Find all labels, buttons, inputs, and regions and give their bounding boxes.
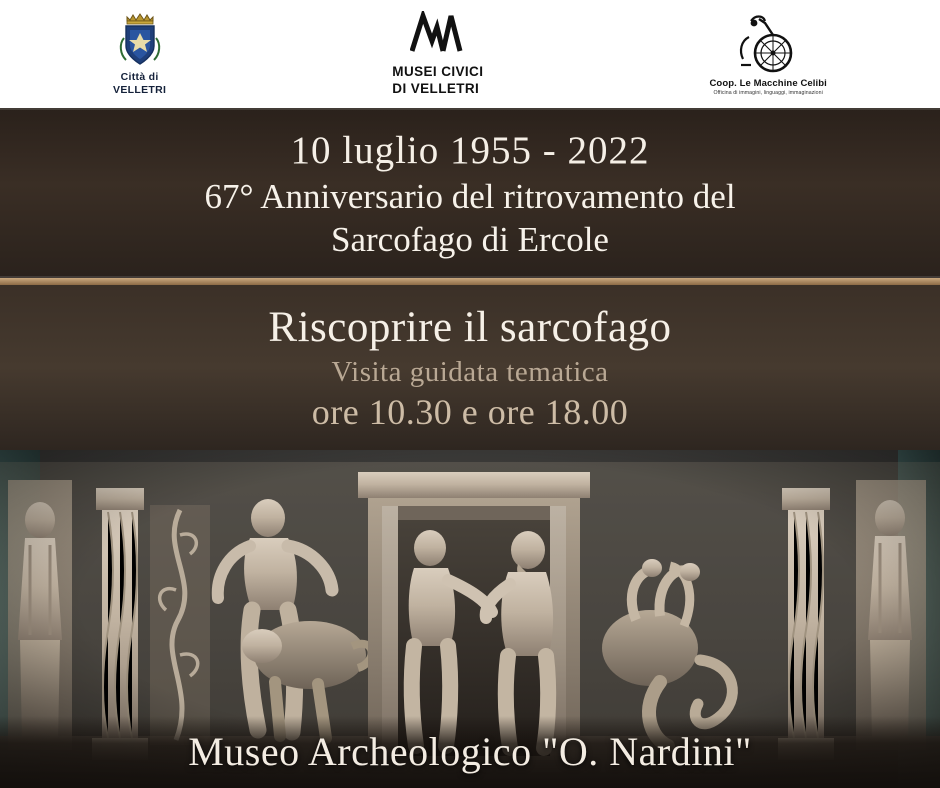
logo-velletri-line2: VELLETRI	[113, 83, 167, 96]
logo-coop-subtitle: Officina di immagini, linguaggi, immaginazioni	[713, 89, 823, 96]
anniversary-line-2: Sarcofago di Ercole	[331, 219, 609, 259]
event-date: 10 luglio 1955 - 2022	[290, 129, 650, 173]
velletri-coat-of-arms-icon	[117, 12, 163, 68]
logo-musei-civici	[392, 11, 483, 98]
anniversary-line-1: 67° Anniversario del ritrovamento del	[204, 177, 736, 217]
logo-macchine-celibi	[709, 13, 826, 96]
venue-caption-bar	[0, 716, 940, 788]
musei-civici-monogram-icon	[410, 11, 466, 55]
macchine-celibi-bicycle-icon	[729, 13, 807, 75]
band-divider	[0, 278, 940, 285]
logo-musei-line1: MUSEI CIVICI	[392, 63, 484, 79]
logo-velletri-line1: Città di	[120, 71, 159, 84]
logo-velletri-caption	[113, 71, 166, 95]
logo-bar	[0, 0, 940, 108]
logo-musei-line2: DI VELLETRI	[392, 80, 480, 96]
logo-coop-name: Coop. Le Macchine Celibi	[709, 77, 827, 89]
logo-musei-civici-caption	[392, 64, 483, 98]
event-hours: ore 10.30 e ore 18.00	[311, 391, 629, 432]
venue-name: Museo Archeologico "O. Nardini"	[188, 728, 752, 774]
event-title: Riscoprire il sarcofago	[268, 303, 672, 351]
event-subtitle: Visita guidata tematica	[331, 355, 609, 388]
logo-velletri	[113, 12, 166, 95]
event-details-band	[0, 285, 940, 450]
anniversary-band	[0, 108, 940, 278]
